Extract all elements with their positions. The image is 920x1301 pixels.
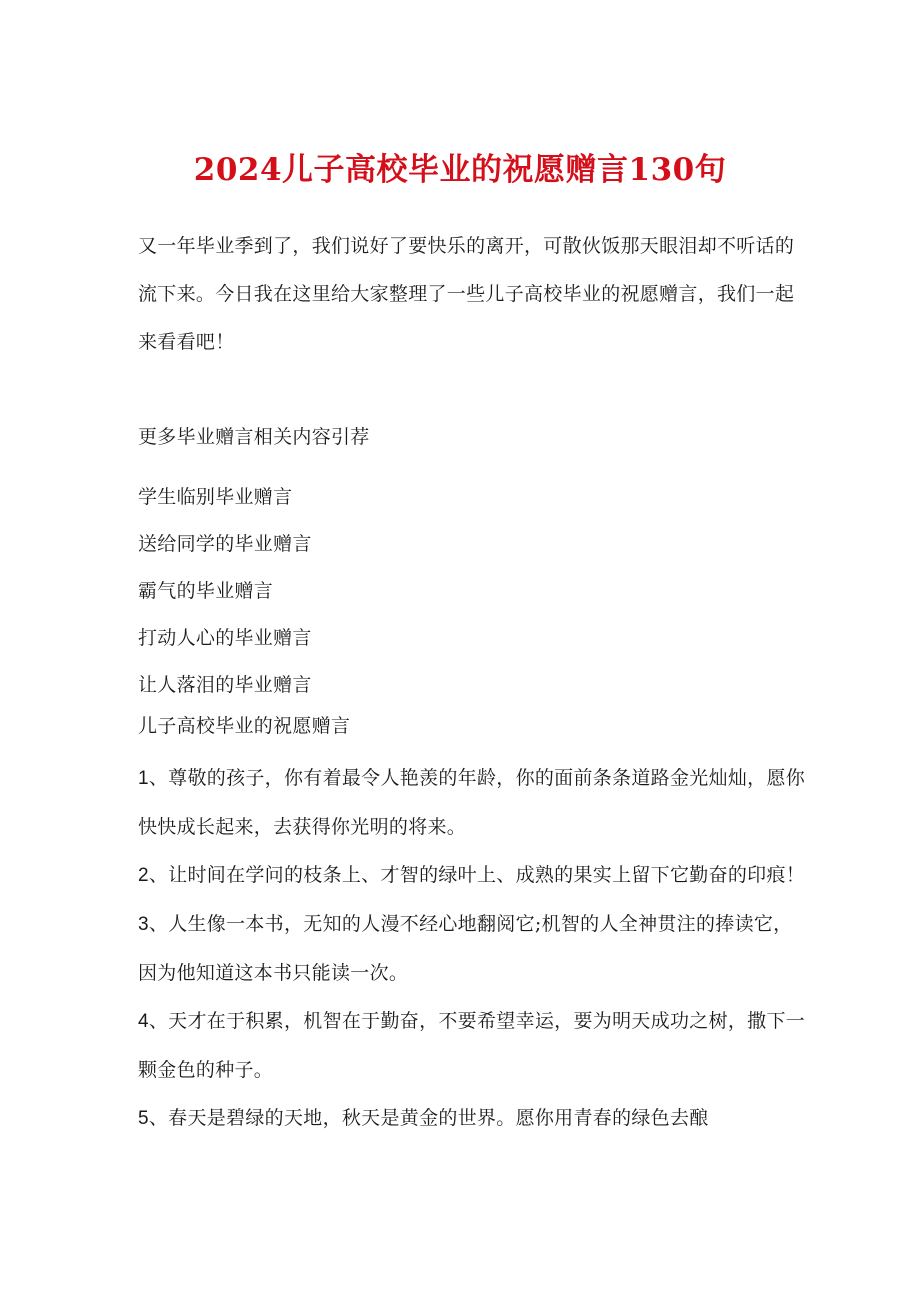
wish-item <box>138 851 806 900</box>
wish-text: 、春天是碧绿的天地，秋天是黄金的世界。愿你用青春的绿色去酿 <box>148 1107 709 1129</box>
wish-number: 4 <box>138 1011 149 1032</box>
wish-item <box>138 1094 806 1143</box>
related-link-item[interactable]: 打动人心的毕业赠言 <box>138 627 312 649</box>
related-links-list <box>138 474 806 709</box>
related-link-item[interactable]: 送给同学的毕业赠言 <box>138 533 312 555</box>
wish-text: 、天才在于积累，机智在于勤奋，不要希望幸运，要为明天成功之树，撒下一颗金色的种子。 <box>138 1010 806 1081</box>
wish-item <box>138 997 806 1094</box>
related-link-item[interactable]: 霸气的毕业赠言 <box>138 580 274 602</box>
wish-number: 3 <box>138 914 149 935</box>
wish-item <box>138 900 806 997</box>
wish-text: 、人生像一本书，无知的人漫不经心地翻阅它;机智的人全神贯注的捧读它，因为他知道这本书只能读一次。 <box>138 913 793 984</box>
intro-paragraph: 又一年毕业季到了，我们说好了要快乐的离开，可散伙饭那天眼泪却不听话的流下来。今日我在这里给大家整理了一些儿子高校毕业的祝愿赠言，我们一起来看看吧！ <box>138 235 795 353</box>
wish-text: 、让时间在学问的枝条上、才智的绿叶上、成熟的果实上留下它勤奋的印痕！ <box>148 864 806 886</box>
wishes-list <box>138 754 806 1143</box>
wish-number: 2 <box>138 865 149 886</box>
section-heading: 儿子高校毕业的祝愿赠言 <box>138 715 351 737</box>
related-heading: 更多毕业赠言相关内容引荐 <box>138 426 370 448</box>
related-link-item[interactable]: 学生临别毕业赠言 <box>138 486 293 508</box>
wish-item <box>138 754 806 851</box>
related-link-item[interactable]: 让人落泪的毕业赠言 <box>138 674 312 696</box>
document-title: 2024儿子高校毕业的祝愿赠言130句 <box>193 152 727 188</box>
wish-text: 、尊敬的孩子，你有着最令人艳羡的年龄，你的面前条条道路金光灿灿，愿你快快成长起来，去获得你光明的将来。 <box>138 767 806 838</box>
wish-number: 5 <box>138 1108 149 1129</box>
wish-number: 1 <box>138 768 149 789</box>
